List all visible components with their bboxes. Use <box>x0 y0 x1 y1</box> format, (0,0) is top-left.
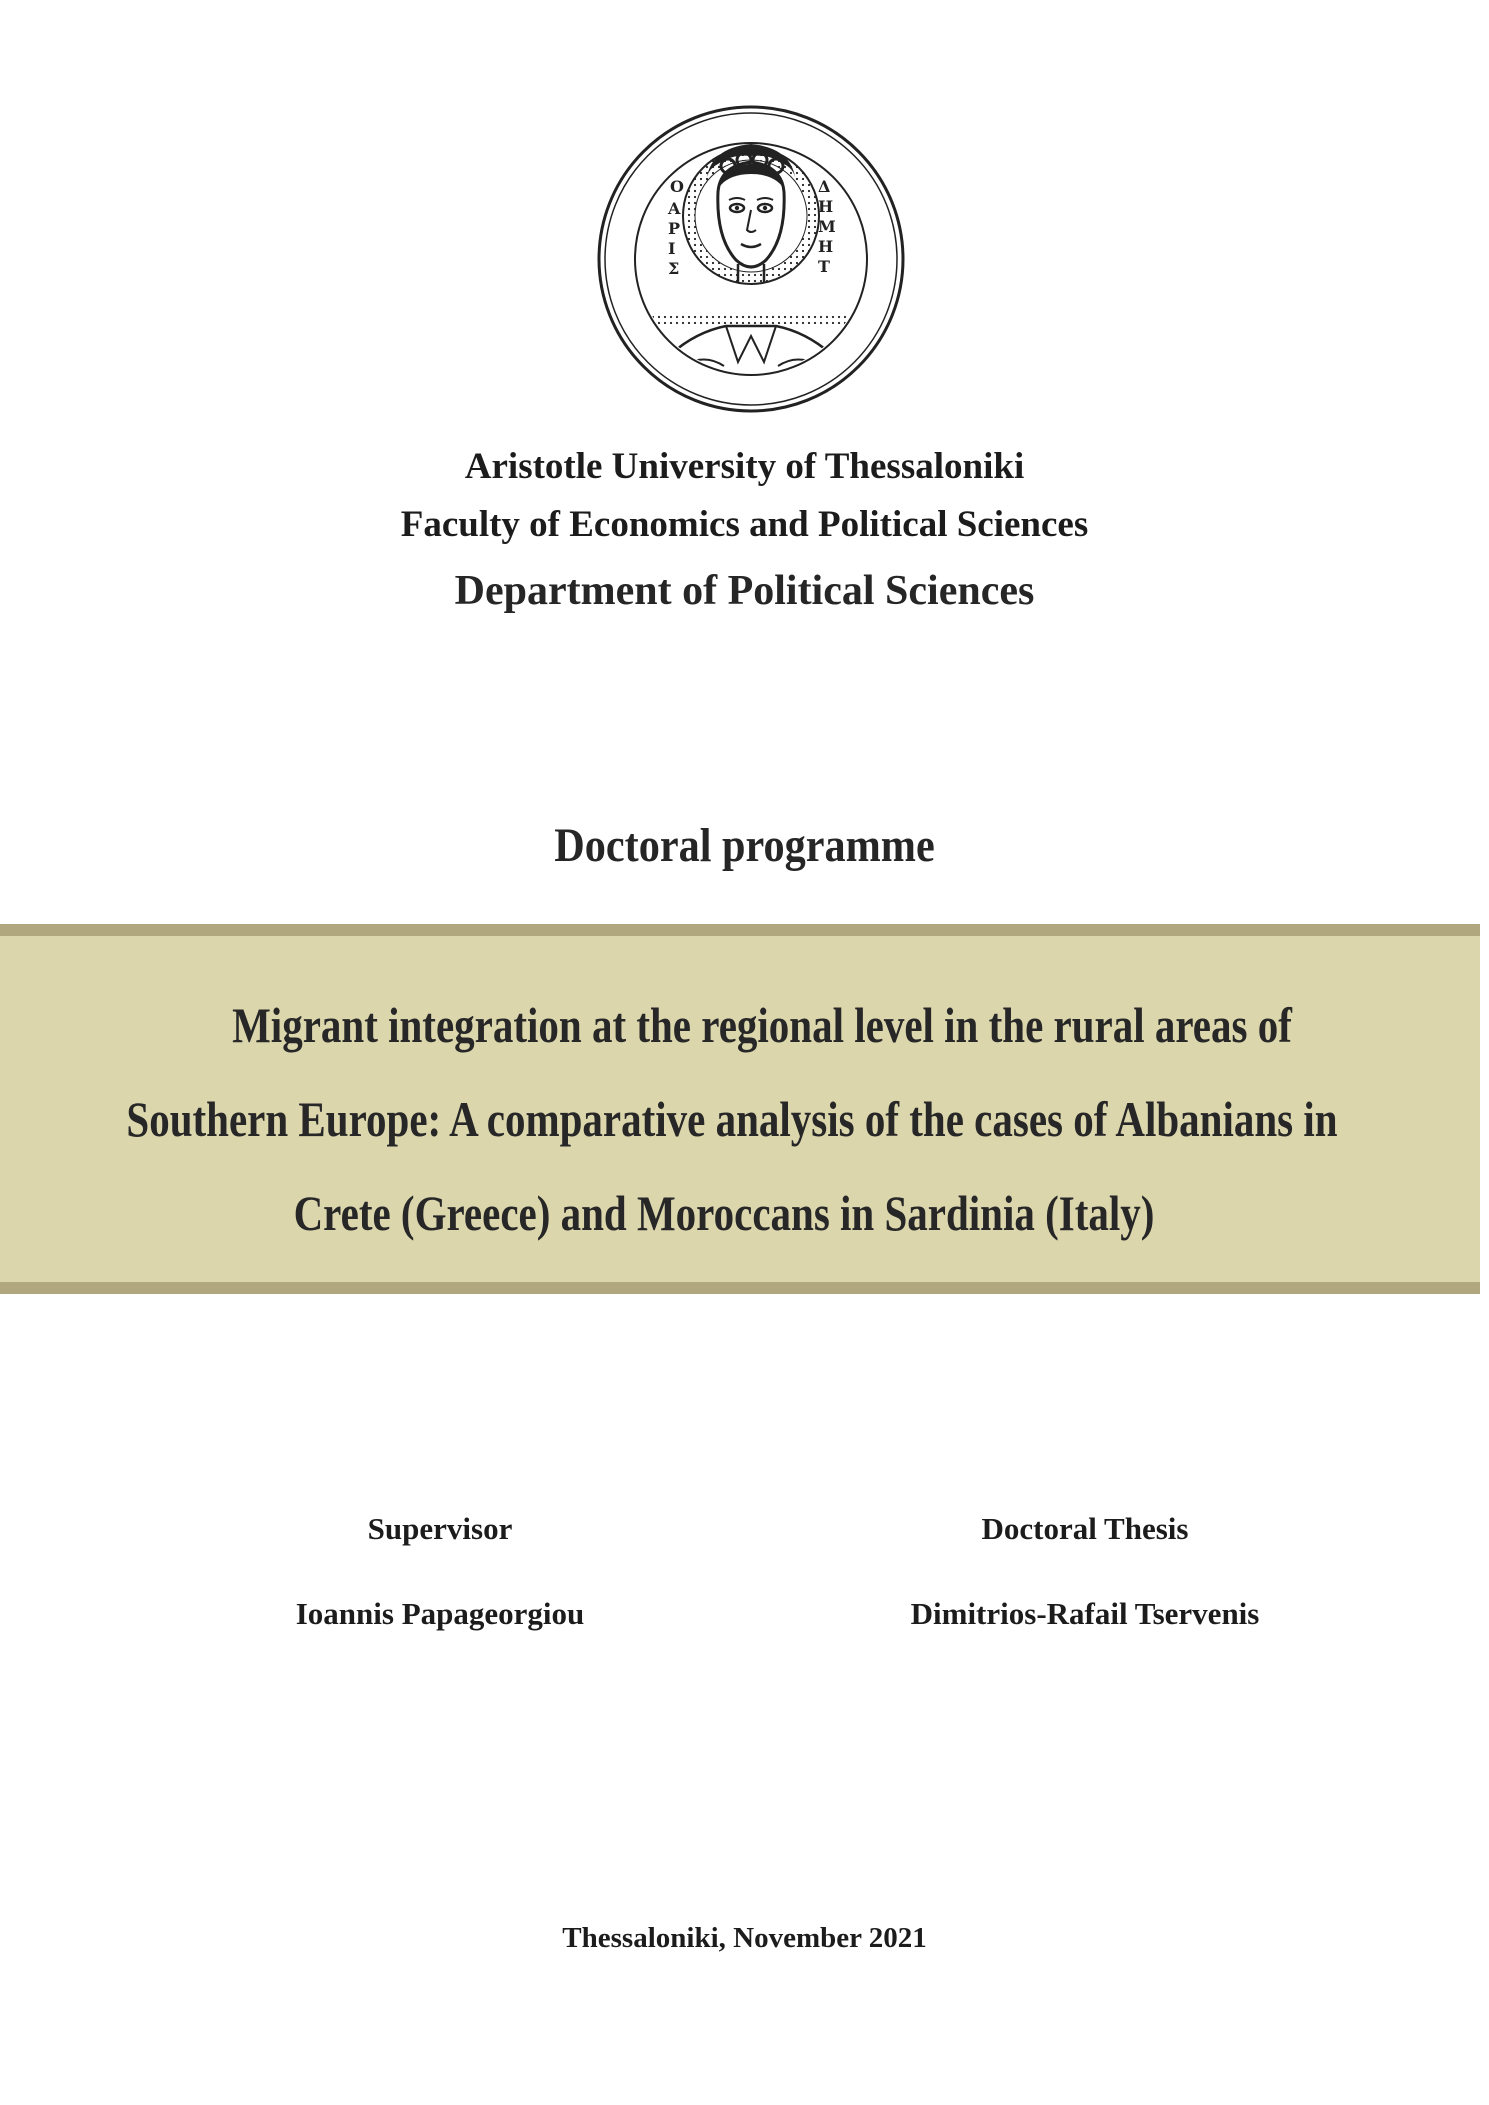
svg-text:Σ: Σ <box>668 259 680 278</box>
thesis-title-line-2: Southern Europe: A comparative analysis of the cases of Albanians in <box>126 1091 1338 1147</box>
svg-text:Ρ: Ρ <box>668 219 681 238</box>
svg-text:Μ: Μ <box>818 217 836 236</box>
thesis-label: Doctoral Thesis <box>981 1511 1189 1546</box>
thesis-title-line-3: Crete (Greece) and Moroccans in Sardinia (Italy) <box>293 1185 1155 1241</box>
svg-text:Α: Α <box>668 199 681 218</box>
supervisor-name: Ioannis Papageorgiou <box>295 1596 585 1631</box>
place-date: Thessaloniki, November 2021 <box>562 1922 927 1954</box>
department-name: Department of Political Sciences <box>454 568 1035 614</box>
author-name: Dimitrios-Rafail Tservenis <box>910 1596 1260 1631</box>
svg-text:Η: Η <box>818 197 834 216</box>
svg-text:Η: Η <box>818 237 834 256</box>
svg-text:Δ: Δ <box>818 177 831 196</box>
programme-heading: Doctoral programme <box>554 819 935 872</box>
thesis-title-line-1: Migrant integration at the regional level in the rural areas of <box>232 997 1292 1053</box>
university-seal-icon <box>596 104 906 414</box>
svg-text:Ι: Ι <box>668 239 676 258</box>
university-name: Aristotle University of Thessaloniki <box>464 446 1025 487</box>
faculty-name: Faculty of Economics and Political Sciences <box>400 504 1089 545</box>
supervisor-label: Supervisor <box>367 1511 513 1546</box>
svg-text:Ο: Ο <box>670 177 684 196</box>
svg-text:Τ: Τ <box>818 257 830 276</box>
